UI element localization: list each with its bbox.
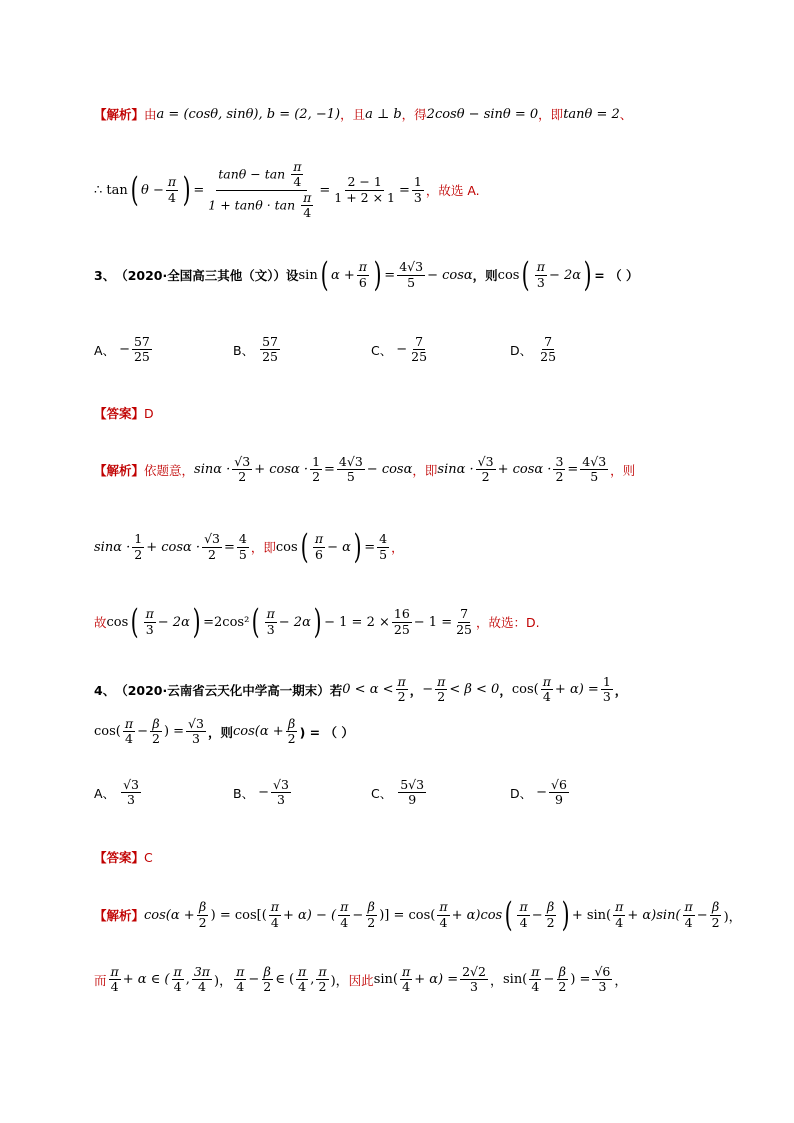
math: a ⊥ b xyxy=(365,106,402,122)
text: 设 xyxy=(286,268,299,283)
answer-value: D xyxy=(144,405,154,421)
option-c: C、 $\frac{5√3}{9}$ xyxy=(371,777,425,808)
text: 由 xyxy=(144,107,157,122)
question-number: 3、 xyxy=(94,268,116,283)
text: ，即 xyxy=(538,107,564,122)
fraction: tanθ − tan $\frac{\pi}{4}$ 1 + tanθ · tan $\frac{\pi}{4}$ xyxy=(208,159,312,221)
math: sin xyxy=(298,267,318,283)
fraction: $\frac{\pi}{4}$ xyxy=(167,174,177,205)
option-d: D、 $\frac{7}{25}$ xyxy=(510,334,557,365)
analysis-line: 【解析】 cos(α + $\frac{\beta}{2}$ ) = cos[( $\frac{\pi}{4}$ + α) − ( $\frac{\pi}{4}$ − $\frac{\beta}{2}$ )] = cos( $\frac{\pi}{4}$ + α)cos ( $\frac{\pi}{4}$ − $\frac{\beta}{2}$ ) + sin( $\frac{\pi}{4}$ + α)sin( $\frac{\pi}{4}$ − $\frac{\beta}{2}$ )， xyxy=(94,895,742,935)
question-4: 4、 （2020·云南省云天化中学高一期末） 若 0 < α < $\frac{\pi}{2}$ ， − $\frac{\pi}{2}$ < β < 0 ， cos( $\frac{\pi}{4}$ + α) = $\frac{1}{3}$ ， xyxy=(94,674,628,705)
fraction: $\frac{\pi}{3}$ xyxy=(536,259,545,290)
math: α + xyxy=(330,267,355,283)
question-4-cont: cos( $\frac{\pi}{4}$ − $\frac{\beta}{2}$ ) = $\frac{√3}{3}$ ，则 cos(α + $\frac{\beta}{2}$ ) = （ ） xyxy=(94,716,354,747)
option-a: A、 − $\frac{57}{25}$ xyxy=(94,334,150,365)
paren: ( xyxy=(130,170,139,211)
text: ，得 xyxy=(401,107,427,122)
question-number: 4、 xyxy=(94,682,116,698)
option-c: C、 − $\frac{7}{25}$ xyxy=(371,334,428,365)
option-a: A、 $\frac{√3}{3}$ xyxy=(94,777,139,808)
text: ，故选 A. xyxy=(425,183,480,199)
math: θ − xyxy=(141,182,164,198)
option-b: B、 $\frac{57}{25}$ xyxy=(233,334,278,365)
math: a = (cosθ, sinθ), b = (2, −1) xyxy=(156,106,341,122)
answer-blank: ) = （ ） xyxy=(299,724,354,740)
question-source: （2020·全国高三其他（文）） xyxy=(115,268,286,283)
analysis-tag: 【解析】 xyxy=(94,908,145,923)
answer-blank: = （ ） xyxy=(594,268,639,283)
option-d: D、 − $\frac{√6}{9}$ xyxy=(510,777,567,808)
math: cos xyxy=(497,267,520,283)
math: − cosα xyxy=(427,267,473,283)
math: 2cosθ − sinθ = 0 xyxy=(426,106,539,122)
analysis-line-1 xyxy=(94,105,754,123)
answer-tag: 【答案】 xyxy=(94,850,145,865)
paren: ) xyxy=(182,170,191,211)
analysis-tag: 【解析】 xyxy=(94,107,145,122)
text: 、 xyxy=(619,107,633,122)
analysis-line: sinα · $\frac{1}{2}$ + cosα · $\frac{√3}{2}$ = $\frac{4}{5}$ ，即 cos ( $\frac{\pi}{6}$ − α ) = $\frac{4}{5}$ ， xyxy=(94,527,404,567)
math: − 2α xyxy=(548,267,582,283)
analysis-line: 而 $\frac{\pi}{4}$ + α ∈ ( $\frac{\pi}{4}$ , $\frac{3\pi}{4}$ )， $\frac{\pi}{4}$ − $\frac{\beta}{2}$ ∈ ( $\frac{\pi}{4}$ , $\frac{\pi}{2}$ )， 因此 sin( $\frac{\pi}{4}$ + α) = $\frac{2√2}{3}$ ， sin( $\frac{\pi}{4}$ − $\frac{\beta}{2}$ ) = $\frac{√6}{3}$ ， xyxy=(94,964,628,995)
answer-line xyxy=(94,404,754,422)
therefore-symbol: ∴ xyxy=(94,182,103,198)
analysis-line: 【解析】 依题意， sinα · $\frac{√3}{2}$ + cosα · $\frac{1}{2}$ = $\frac{4√3}{5}$ − cosα ，即 sinα · $\frac{√3}{2}$ + cosα · $\frac{3}{2}$ = $\frac{4√3}{5}$ ，则 xyxy=(94,454,636,485)
answer-value: C xyxy=(144,849,153,865)
analysis-tag: 【解析】 xyxy=(94,462,145,478)
analysis-line-2: ∴ tan ( θ − $\frac{\pi}{4}$ ) = tanθ − tan $\frac{\pi}{4}$ 1 + tanθ · tan $\frac{\pi}{4}$ = $\frac{2 - 1}{1 + 2 \times 1}$ = $\frac{1}{3}$ ，故选 A. xyxy=(94,159,480,221)
fraction: $\frac{1}{3}$ xyxy=(413,174,422,205)
math: tanθ = 2 xyxy=(563,106,620,122)
math: tan xyxy=(106,182,128,198)
text: ，且 xyxy=(340,107,366,122)
text: ，则 xyxy=(472,268,498,283)
question-3: 3、 （2020·全国高三其他（文）） 设 sin ( α + $\frac{\pi}{6}$ ) = $\frac{4√3}{5}$ − cosα ，则 cos ( $\frac{\pi}{3}$ − 2α ) = （ ） xyxy=(94,255,639,295)
option-b: B、 − $\frac{√3}{3}$ xyxy=(233,777,289,808)
answer-tag: 【答案】 xyxy=(94,406,145,421)
question-source: （2020·云南省云天化中学高一期末） xyxy=(115,682,330,698)
analysis-line: 故 cos ( $\frac{\pi}{3}$ − 2α ) = 2cos² ( $\frac{\pi}{3}$ − 2α ) − 1 = 2 × $\frac{16}{25}$ − 1 = $\frac{7}{25}$ ，故选：D. xyxy=(94,602,540,642)
fraction: $\frac{2 - 1}{1 + 2 \times 1}$ xyxy=(334,174,395,205)
text: 依题意， xyxy=(144,462,195,478)
fraction: $\frac{\pi}{6}$ xyxy=(358,259,368,290)
answer-line xyxy=(94,848,754,866)
fraction: $\frac{4√3}{5}$ xyxy=(399,259,424,290)
